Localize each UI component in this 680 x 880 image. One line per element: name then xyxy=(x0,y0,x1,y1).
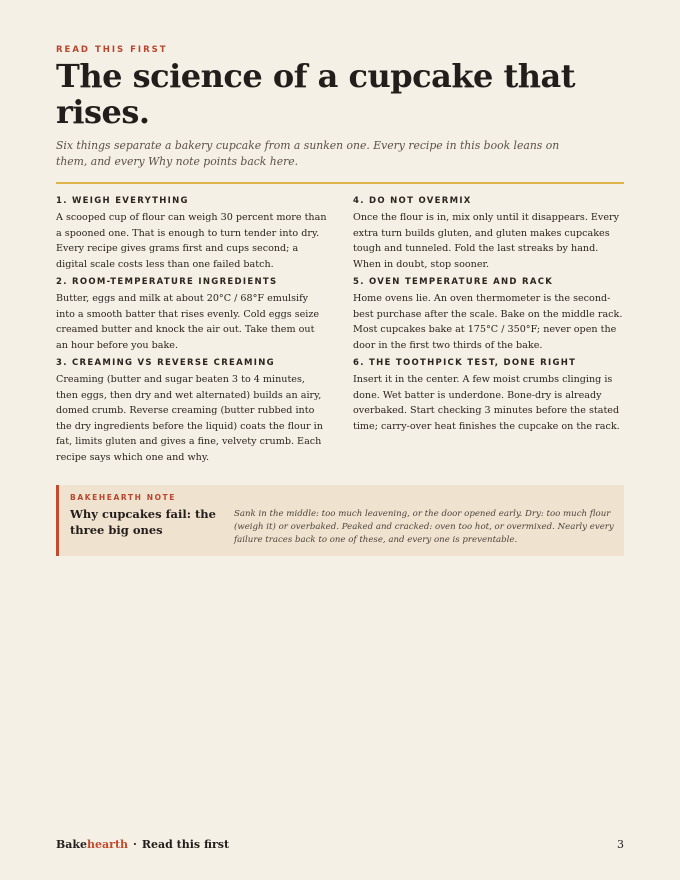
section-room-temperature xyxy=(56,277,328,353)
divider-rule xyxy=(56,182,624,184)
section-heading: 1. WEIGH EVERYTHING xyxy=(56,196,189,206)
bakehearth-note-callout xyxy=(56,485,624,556)
section-body: Butter, eggs and milk at about 20°C / 68°F emulsify into a smooth batter that rises evenly. Cold eggs seize creamed butter and knock the air out. Take them out an hour before you bake. xyxy=(56,293,320,351)
footer-section-title: Read this first xyxy=(141,838,230,851)
footer-brand-hearth: hearth xyxy=(87,838,129,851)
section-heading: 2. ROOM-TEMPERATURE INGREDIENTS xyxy=(56,277,278,287)
page-number: 3 xyxy=(617,838,624,851)
section-do-not-overmix xyxy=(353,196,625,272)
section-heading: 6. THE TOOTHPICK TEST, DONE RIGHT xyxy=(353,358,577,368)
right-column xyxy=(353,196,625,439)
left-column xyxy=(56,196,328,470)
footer-separator: · xyxy=(133,838,137,851)
section-body: Once the flour is in, mix only until it disappears. Every extra turn builds gluten, and gluten makes cupcakes tough and tunneled. Fold the last streaks by hand. When in doubt, stop sooner. xyxy=(353,212,620,270)
section-body: Creaming (butter and sugar beaten 3 to 4 minutes, then eggs, then dry and wet alternated) builds an airy, domed crumb. Reverse creaming (butter rubbed into the dry ingredients before the liquid) coats the flour in fat, limits gluten and gives a fine, velvety crumb. Each recipe says which one and why. xyxy=(56,374,323,463)
section-oven-temperature xyxy=(353,277,625,353)
section-body: Home ovens lie. An oven thermometer is the second-best purchase after the scale. Bake on the middle rack. Most cupcakes bake at 175°C / 350°F; never open the door in the first two thirds of the bake. xyxy=(353,293,623,351)
note-body: Sank in the middle: too much leavening, or the door opened early. Dry: too much flour (weigh it) or overbaked. Peaked and cracked: oven too hot, or overmixed. Nearly every failure traces back to one of these, and every one is preventable. xyxy=(234,509,614,545)
section-body: Insert it in the center. A few moist crumbs clinging is done. Wet batter is underdone. Bone-dry is already overbaked. Start checking 3 minutes before the stated time; carry-over heat finishes the cupcake on the rack. xyxy=(353,374,620,432)
eyebrow-label: READ THIS FIRST xyxy=(56,45,168,55)
page-footer xyxy=(56,838,624,854)
section-weigh-everything xyxy=(56,196,328,272)
section-toothpick-test xyxy=(353,358,625,434)
page-title: The science of a cupcake that rises. xyxy=(56,57,576,131)
section-creaming xyxy=(56,358,328,465)
section-body: A scooped cup of flour can weigh 30 percent more than a spooned one. That is enough to turn tender into dry. Every recipe gives grams first and cups second; a digital scale costs less than one failed batch. xyxy=(56,212,327,270)
section-heading: 3. CREAMING VS REVERSE CREAMING xyxy=(56,358,275,368)
section-heading: 5. OVEN TEMPERATURE AND RACK xyxy=(353,277,554,287)
note-label: BAKEHEARTH NOTE xyxy=(70,493,176,502)
page-subtitle: Six things separate a bakery cupcake from a sunken one. Every recipe in this book leans on them, and every Why note points back here. xyxy=(56,139,560,168)
section-heading: 4. DO NOT OVERMIX xyxy=(353,196,472,206)
footer-brand-bake: Bake xyxy=(56,838,88,851)
note-title: Why cupcakes fail: the three big ones xyxy=(70,507,216,537)
